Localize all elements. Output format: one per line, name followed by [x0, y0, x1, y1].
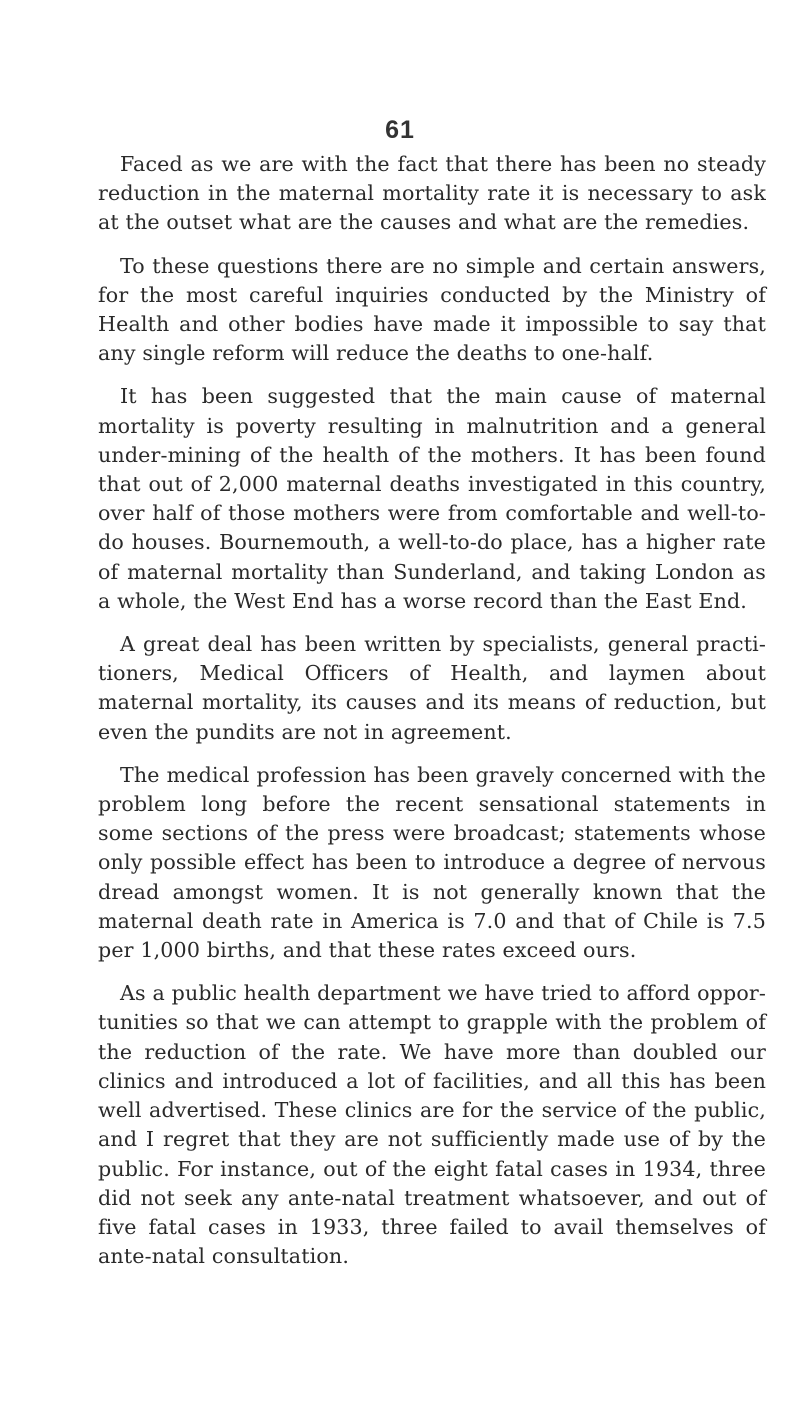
paragraph-causes-remedies: Faced as we are with the fact that there has been no steady reduction in the maternal mortality rate it is necessary to ask at the outset what are the causes and what are the remedies. — [98, 152, 766, 235]
paragraph-poverty-cause: It has been suggested that the main cause of maternal mortality is poverty resulting in malnutrition and a general under-mining of the health of the mothers. It has been found that out of 2,000 maternal deaths investigated in this country, over half of those mothers were from comfortable and well-to-do houses. Bournemouth, a well-to-do place, has a higher rate of maternal mortality than Sunderland, and taking London as a whole, the West End has a worse record than the East End. — [98, 384, 766, 613]
paragraph-public-health-department: As a public health department we have tried to afford oppor-tunities so that we can attempt to grapple with the problem of the reduction of the rate. We have more than doubled our clinics and introduced a lot of facilities, and all this has been well advertised. These clinics are for the service of the public, and I regret that they are not sufficiently made use of by the public. For instance, out of the eight fatal cases in 1934, three did not seek any ante-natal treatment whatsoever, and out of five fatal cases in 1933, three failed to avail themselves of ante-natal consultation. — [98, 981, 766, 1269]
paragraph-no-simple-answers: To these questions there are no simple and certain answers, for the most careful inquiries conducted by the Ministry of Health and other bodies have made it impossible to say that any single reform will reduce the deaths to one-half. — [98, 253, 766, 366]
paragraph-specialists: A great deal has been written by specialists, general practi-tioners, Medical Officers of Health, and laymen about maternal mortality, its causes and its means of reduction, but even the pundits are not in agreement. — [98, 632, 766, 744]
page-number: 61 — [385, 116, 415, 144]
body-text — [98, 150, 766, 1285]
paragraph-medical-profession: The medical profession has been gravely concerned with the problem long before the recent sensational statements in some sections of the press were broadcast; statements whose only possible effect has been to introduce a degree of nervous dread amongst women. It is not generally known that the maternal death rate in America is 7.0 and that of Chile is 7.5 per 1,000 births, and that these rates exceed ours. — [98, 762, 766, 963]
